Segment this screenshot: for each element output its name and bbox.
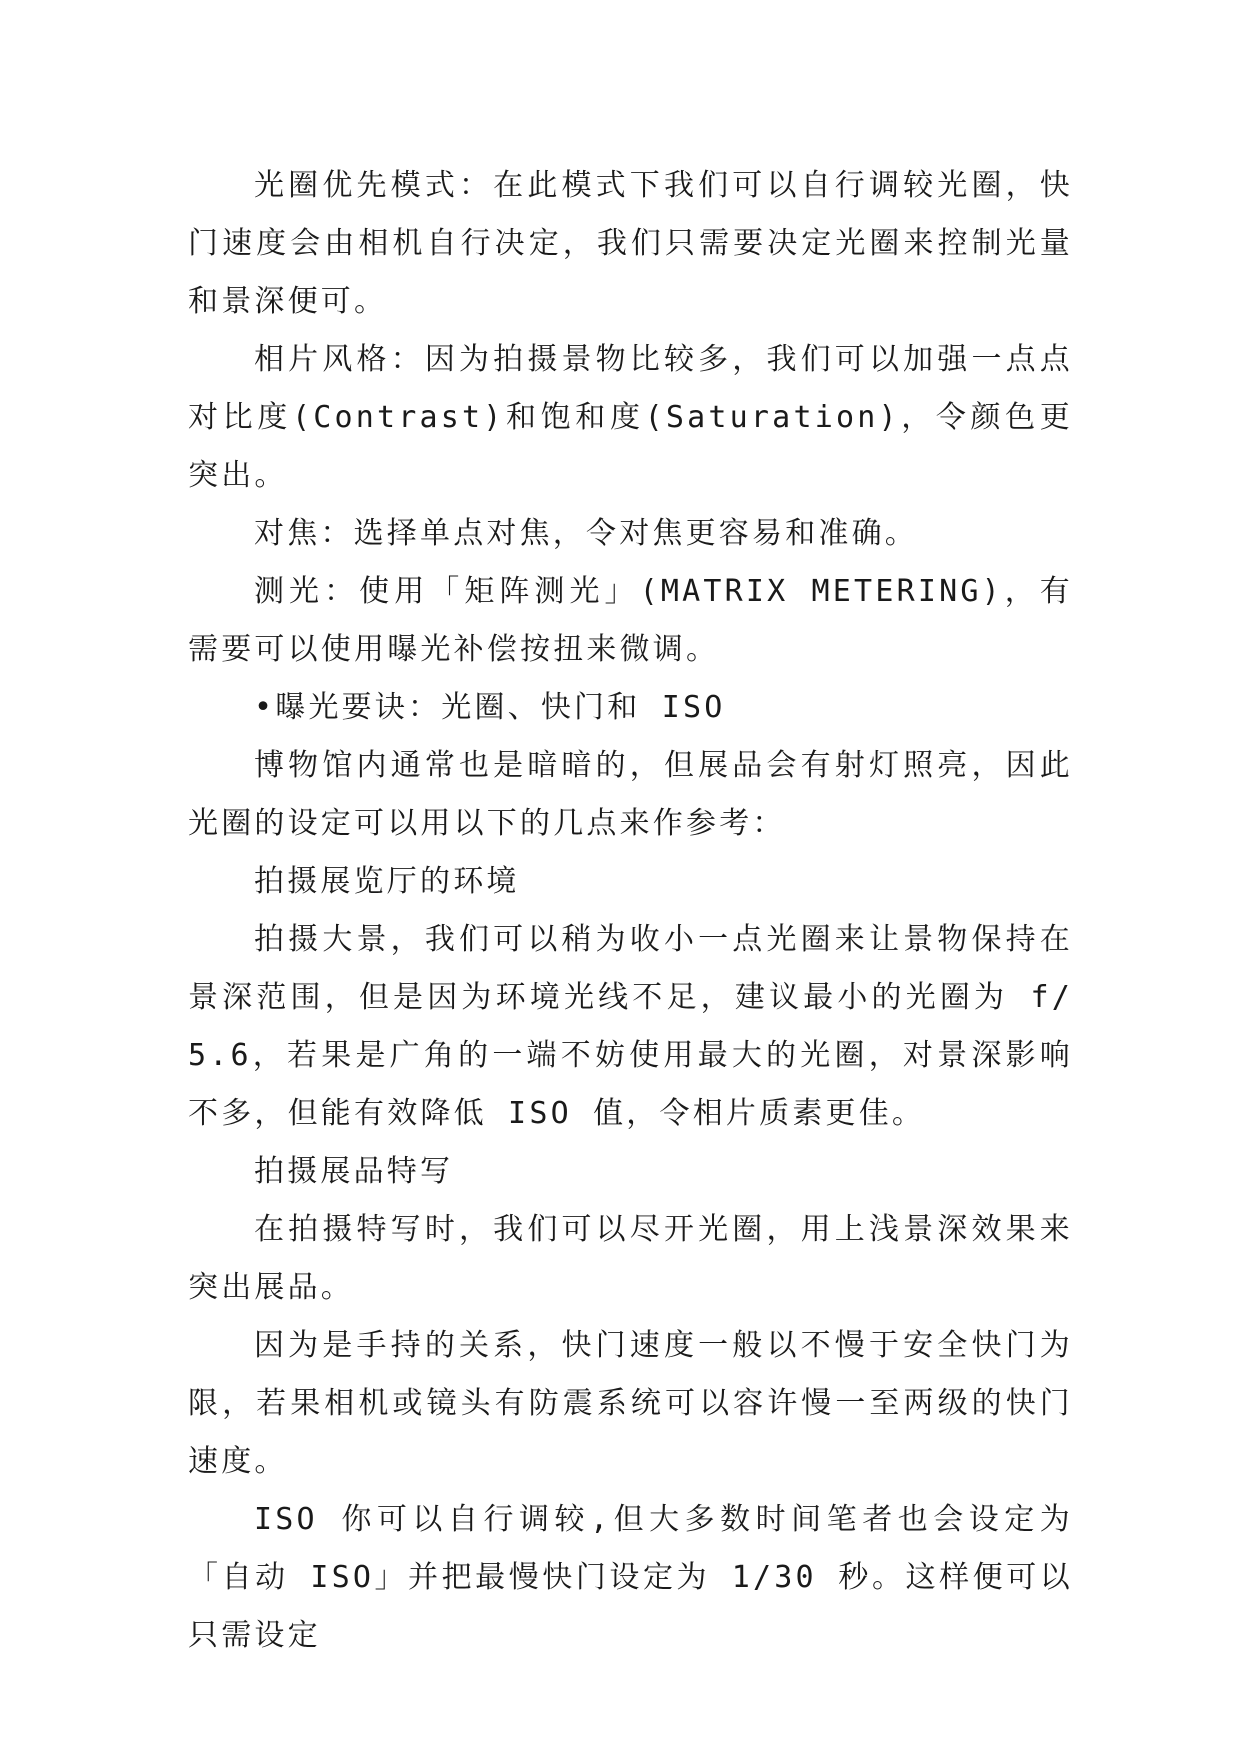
- paragraph-aperture-priority: 光圈优先模式：在此模式下我们可以自行调较光圈，快门速度会由相机自行决定，我们只需要决定光圈来控制光量和景深便可。: [188, 168, 1073, 319]
- paragraph-closeup: 在拍摄特写时，我们可以尽开光圈，用上浅景深效果来突出展品。: [188, 1212, 1073, 1305]
- paragraph-iso: ISO 你可以自行调较,但大多数时间笔者也会设定为「自动 ISO」并把最慢快门设定为 1/30 秒。这样便可以只需设定: [188, 1502, 1073, 1653]
- paragraph-metering: 测光：使用「矩阵测光」(MATRIX METERING)，有需要可以使用曝光补偿按扭来微调。: [188, 574, 1073, 667]
- paragraph-focus: 对焦：选择单点对焦，令对焦更容易和准确。: [254, 516, 918, 551]
- document-body: [188, 157, 1073, 1665]
- paragraph-museum-lighting: 博物馆内通常也是暗暗的，但展品会有射灯照亮，因此光圈的设定可以用以下的几点来作参考：: [188, 748, 1073, 841]
- section-heading-exposure: •曝光要诀：光圈、快门和 ISO: [254, 690, 726, 725]
- subheading-exhibit-closeup: 拍摄展品特写: [254, 1154, 454, 1189]
- paragraph-wide-scene: 拍摄大景，我们可以稍为收小一点光圈来让景物保持在景深范围，但是因为环境光线不足，建议最小的光圈为 f/5.6，若果是广角的一端不妨使用最大的光圈，对景深影响不多，但能有效降低 ISO 值，令相片质素更佳。: [188, 922, 1073, 1131]
- paragraph-picture-style: 相片风格：因为拍摄景物比较多，我们可以加强一点点对比度(Contrast)和饱和度(Saturation)，令颜色更突出。: [188, 342, 1073, 493]
- paragraph-shutter-speed: 因为是手持的关系，快门速度一般以不慢于安全快门为限，若果相机或镜头有防震系统可以容许慢一至两级的快门速度。: [188, 1328, 1073, 1479]
- subheading-hall-environment: 拍摄展览厅的环境: [254, 864, 520, 899]
